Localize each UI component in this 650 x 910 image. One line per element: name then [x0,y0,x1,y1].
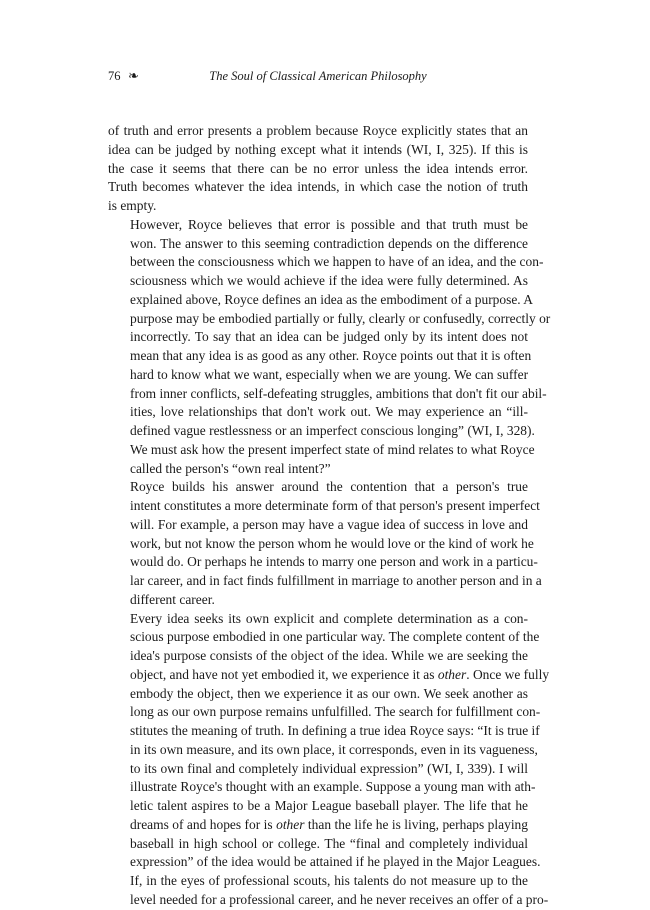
paragraph [108,122,528,216]
text-line: Royce builds his answer around the contention that a person's true [130,479,528,495]
text-line: idea's purpose consists of the object of the idea. While we are seeking the [130,648,528,663]
text-line: If, in the eyes of professional scouts, his talents do not measure up to the [130,873,528,888]
text-line: illustrate Royce's thought with an example. Suppose a young man with ath- [130,779,536,795]
text-line: lar career, and in fact finds fulfillment in marriage to another person and in a [130,573,542,588]
text-line: Truth becomes whatever the idea intends, in which case the notion of truth [108,179,528,195]
text-line: Every idea seeks its own explicit and complete determination as a con- [130,610,528,626]
text-line: baseball in high school or college. The “final and completely individual [130,835,528,851]
page-number: 76 [108,69,121,83]
text-line: between the consciousness which we happen to have of an idea, and the con- [130,254,544,270]
text-line: dreams of and hopes for is other than the life he is living, perhaps playing [130,816,528,832]
text-line: different career. [130,591,215,607]
text-line: explained above, Royce defines an idea as the embodiment of a purpose. A [130,291,533,307]
ornament-icon: ❧ [128,68,139,83]
running-title: The Soul of Classical American Philosophy [209,69,427,83]
text-line: to its own final and completely individual expression” (WI, I, 339). I will [130,760,528,776]
paragraph [108,478,542,609]
running-header [108,69,528,89]
text-line: embody the object, then we experience it as our own. We seek another as [130,685,528,701]
text-line: expression” of the idea would be attained if he played in the Major Leagues. [130,854,541,870]
text-line: object, and have not yet embodied it, we experience it as other. Once we fully [130,666,550,682]
text-line: mean that any idea is as good as any other. Royce points out that it is often [130,348,532,363]
text-line: in its own measure, and its own place, it corresponds, even in its vagueness, [130,741,538,757]
text-line: incorrectly. To say that an idea can be judged only by its intent does not [130,329,528,345]
text-line: work, but not know the person whom he would love or the kind of work he [130,535,534,551]
text-line: level needed for a professional career, and he never receives an offer of a pro- [130,891,549,907]
text-line: will. For example, a person may have a vague idea of success in love and [130,516,528,532]
text-line: stitutes the meaning of truth. In defining a true idea Royce says: “It is true if [130,723,540,738]
text-line: long as our own purpose remains unfulfilled. The search for fulfillment con- [130,704,541,720]
text-line: the case it seems that there can be no error unless the idea intends error. [108,160,528,176]
paragraph [108,610,550,910]
text-line: is empty. [108,198,157,213]
text-line: scious purpose embodied in one particular way. The complete content of the [130,629,540,645]
text-line: We must ask how the present imperfect state of mind relates to what Royce [130,441,535,457]
text-line: idea can be judged by nothing except what it intends (WI, I, 325). If this is [108,141,528,157]
text-line: would do. Or perhaps he intends to marry one person and work in a particu- [130,554,538,570]
text-line: hard to know what we want, especially when we are young. We can suffer [130,366,529,382]
text-line: letic talent aspires to be a Major League baseball player. The life that he [130,798,528,813]
body-text [108,122,551,910]
paragraph [108,216,551,479]
text-line: sciousness which we would achieve if the idea were fully determined. As [130,273,528,288]
text-line: purpose may be embodied partially or fully, clearly or confusedly, correctly or [130,310,551,326]
text-line: from inner conflicts, self-defeating struggles, ambitions that don't fit our abil- [130,385,547,401]
text-line: However, Royce believes that error is possible and that truth must be [130,216,528,232]
text-line: of truth and error presents a problem because Royce explicitly states that an [108,123,528,138]
text-line: called the person's “own real intent?” [130,460,331,476]
text-line: intent constitutes a more determinate form of that person's present imperfect [130,498,540,513]
text-line: ities, love relationships that don't work out. We may experience an “ill- [130,404,528,420]
text-line: defined vague restlessness or an imperfect conscious longing” (WI, I, 328). [130,423,535,438]
text-line: won. The answer to this seeming contradiction depends on the difference [130,235,528,251]
